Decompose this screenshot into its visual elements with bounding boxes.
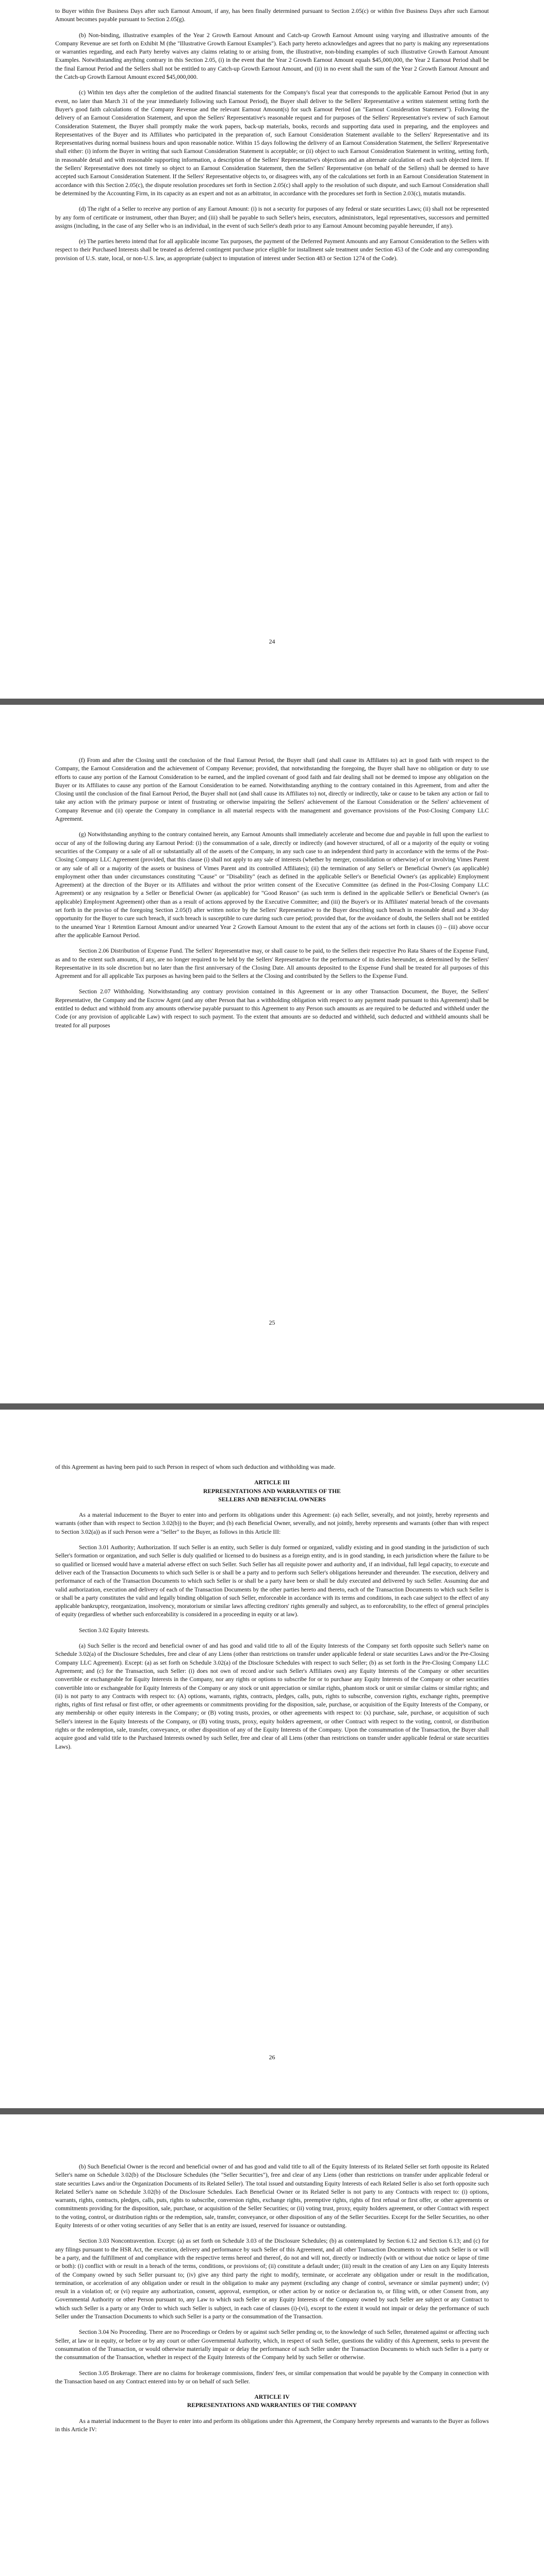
paragraph: Section 2.06 Distribution of Expense Fund. The Sellers' Representative may, or shall cause to be paid, to the Sellers their respective Pro Rata Shares of the Expense Fund, as and to the extent such amounts, if any, are no longer required to be held by the Sellers' Representative for the performance of its duties hereunder, as determined by the Sellers' Representative in its sole discretion but no later than the first anniversary of the Closing Date. All amounts deposited to the Expense Fund shall be treated for all purposes of this Agreement and for all applicable Tax purposes as having been paid to the Sellers at the Closing and contributed by the Sellers to the Expense Fund. xyxy=(55,947,489,980)
article-heading xyxy=(55,1479,489,1504)
paragraph: Section 3.03 Noncontravention. Except: (a) as set forth on Schedule 3.03 of the Disclosure Schedules; (b) as contemplated by Section 6.12 and Section 6.13; and (c) for any filings pursuant to the HSR Act, the execution, delivery and performance by such Seller of this Agreement, and all other Transaction Documents to which such Seller is or will be a party, and the fulfillment of and compliance with the respective terms hereof and thereof, do not and will not, directly or indirectly (with or without due notice or lapse of time or both): (i) conflict with or result in a breach of the terms, conditions, or provisions of; (ii) constitute a default under; (iii) result in the creation of any Lien on any Equity Interests of the Company owned by such Seller pursuant to; (iv) give any third party the right to modify, terminate, or accelerate any obligation under or result in the modification, termination, or acceleration of any obligation under or result in the obligation to make any payment (excluding any change of control, severance or similar payment) under; (v) result in a violation of; or (vi) require any authorization, consent, approval, exemption, or other action by or notice or declaration to, or filing with, or other Consent from, any Governmental Authority or other Person pursuant to, any Law to which such Seller or any Equity Interests of the Company owned by such Seller are subject or any Contract to which such Seller is a party or any Order to which such Seller is subject, in each case of clauses (i)-(vi), except to the extent it would not impair or delay the performance of such Seller under the Transaction Documents to which such Seller is a party or the consummation of the Transaction. xyxy=(55,2238,489,2320)
article-title: REPRESENTATIONS AND WARRANTIES OF THE COMPANY xyxy=(187,2402,357,2409)
paragraph: As a material inducement to the Buyer to enter into and perform its obligations under this Agreement, the Company hereby represents and warrants to the Buyer as follows in this Article IV: xyxy=(55,2417,489,2433)
article-number: ARTICLE IV xyxy=(254,2394,290,2401)
article-heading xyxy=(55,2393,489,2410)
article-title: REPRESENTATIONS AND WARRANTIES OF THE xyxy=(203,1487,341,1495)
paragraph: (b) Such Beneficial Owner is the record and beneficial owner of and has good and valid title to all of the Equity Interests of its Related Seller set forth opposite its Related Seller's name on Schedule 3.02(b) of the Disclosure Schedules (the "Seller Securities"), free and clear of any Liens (other than restrictions on transfer under applicable federal or state securities Laws and/or the Organization Documents of its Related Seller). The total issued and outstanding Equity Interests of each Related Seller is also set forth opposite such Related Seller's name on Schedule 3.02(b) of the Disclosure Schedules. Each Beneficial Owner or its Related Seller is not party to any Contracts with respect to: (i) options, warrants, rights, contracts, pledges, calls, puts, rights to subscribe, conversion rights, exchange rights, preemptive rights, rights of first refusal or first offer, or other agreements or commitments providing for the disposition, sale, purchase, or acquisition of the Seller Securities; or (ii) voting trust, proxy, equity holders agreement, or other Contract with respect to the voting, control, or distribution rights or the redemption, sale, transfer, conveyance, or other disposition of any of the Seller Securities. Except for the Seller Securities, no other Equity Interests of or other voting securities of any Seller that is an entity are issued, reserved for issuance or outstanding. xyxy=(55,2163,489,2229)
article-number: ARTICLE III xyxy=(254,1479,290,1486)
page-number: 25 xyxy=(269,1319,275,1326)
page-body xyxy=(55,1410,489,1751)
paragraph: Section 3.01 Authority; Authorization. If such Seller is an entity, such Seller is duly formed or organized, validly existing and in good standing in the jurisdiction of such Seller's formation or organization, and such Seller is duly qualified or licensed to do business as a foreign entity, and is in good standing, in each jurisdiction where the failure to be so qualified or licensed would have a material adverse effect on such Seller. Such Seller has all requisite power and authority and, if an individual, full legal capacity, to execute and deliver each of the Transaction Documents to which such Seller is or shall be a party and to perform such Seller's obligations hereunder and thereunder. The execution, delivery and performance of each of the Transaction Documents to which such Seller is or shall be a party have been or shall be duly executed and delivered by such Seller. Assuming due and valid authorization, execution and delivery of each of the Transaction Documents by the other parties hereto and thereto, each of the Transaction Documents to which such Seller is or shall be a party constitutes the valid and legally binding obligation of such Seller, enforceable in accordance with its terms and conditions, in each case subject to the effect of any applicable bankruptcy, reorganization, insolvency, moratorium or similar laws affecting creditors' rights generally and subject, as to enforceability, to the effect of general principles of equity (regardless of whether such enforceability is considered in a proceeding in equity or at law). xyxy=(55,1544,489,1618)
document-page-25 xyxy=(0,705,544,1403)
paragraph: (f) From and after the Closing until the conclusion of the final Earnout Period, the Buyer shall (and shall cause its Affiliates to) act in good faith with respect to the Company, the Earnout Consideration and the achievement of Company Revenue; provided, that notwithstanding the foregoing, the Buyer shall have no obligation or duty to use efforts to cause any portion of the Earnout Consideration to be earned, and the implied covenant of good faith and fair dealing shall not be deemed to impose any obligation on the Buyer or its Affiliates to cause any portion of the Earnout Consideration to be earned. Notwithstanding anything to the contrary contained in this Agreement, from and after the Closing until the conclusion of the final Earnout Period, the Buyer shall not (and shall cause its Affiliates to) not, directly or indirectly, take or cause to be taken any action or fail to take any action with the primary purpose or intent of frustrating or otherwise impairing the Sellers' achievement of the Earnout Consideration or the Sellers' achievement of Company Revenue and (ii) operate the Company in compliance in all material respects with the management and governance provisions of the Post-Closing Company LLC Agreement. xyxy=(55,757,489,823)
page-body xyxy=(55,2114,489,2434)
article-title-line-2: SELLERS AND BENEFICIAL OWNERS xyxy=(218,1496,326,1503)
paragraph: Section 3.02 Equity Interests. xyxy=(79,1626,150,1634)
paragraph: (e) The parties hereto intend that for all applicable income Tax purposes, the payment of the Deferred Payment Amounts and any Earnout Consideration to the Sellers with respect to their Purchased Interests shall be treated as deferred contingent purchase price eligible for installment sale treatment under Section 453 of the Code and any corresponding provision of U.S. state, local, or non-U.S. law, as appropriate (subject to imputation of interest under Section 483 or Section 1274 of the Code). xyxy=(55,238,489,262)
paragraph: Section 3.04 No Proceeding. There are no Proceedings or Orders by or against such Seller pending or, to the knowledge of such Seller, threatened against or affecting such Seller, at law or in equity, or before or by any court or other Governmental Authority, which, in respect of such Seller, questions the validity of this Agreement, seeks to prevent the consummation of the Transaction, or would otherwise materially impair or delay the performance of such Seller under the Transaction Documents to which such Seller is a party or the consummation of the Transaction, whether in respect of the Equity Interests of the Company held by such Seller or otherwise. xyxy=(55,2329,489,2361)
paragraph: (a) Such Seller is the record and beneficial owner of and has good and valid title to all of the Equity Interests of the Company set forth opposite such Seller's name on Schedule 3.02(a) of the Disclosure Schedules, free and clear of any Liens (other than restrictions on transfer under applicable federal or state securities Laws and/or the Pre-Closing Company LLC Agreement). Except: (a) as set forth on Schedule 3.02(a) of the Disclosure Schedules with respect to such Seller; (b) as set forth in the Pre-Closing Company LLC Agreement; and (c) for the Transaction, such Seller: (i) does not own of record and/or such Seller's Affiliates own) any Equity Interests of the Company or other securities convertible or exchangeable for Equity Interests in the Company, nor any rights or options to subscribe for or to purchase any Equity Interests of the Company or other securities convertible into or exchangeable for Equity Interests of the Company or any stock or unit appreciation or similar rights, phantom stock or unit or similar claims or similar rights; and (ii) is not party to any Contracts with respect to: (A) options, warrants, rights, contracts, pledges, calls, puts, rights to subscribe, conversion rights, exchange rights, preemptive rights, rights of first refusal or first offer, or other agreements or commitments providing for the disposition, sale, purchase, or acquisition of the Equity Interests of the Company, or any membership or other equity interests in the Company; or (B) voting trusts, proxies, or other agreements with respect to: (x) purchase, sale, purchase, or acquisition of such Seller's interest in the Equity Interests of the Company, or (B) voting trusts, proxy, equity holders agreement, or other Contract with respect to the voting, control, or distribution rights or the redemption, sale, transfer, conveyance, or other disposition of any of the Equity Interests of the Company. Upon the consummation of the Transaction, the Buyer shall acquire good and valid title to the Purchased Interests owned by such Seller, free and clear of all Liens (other than restrictions on transfer under applicable federal or state securities Laws). xyxy=(55,1642,489,1750)
document-page-27 xyxy=(0,2114,544,2576)
paragraph: (c) Within ten days after the completion of the audited financial statements for the Company's fiscal year that corresponds to the applicable Earnout Period (but in any event, no later than March 31 of the year immediately following such Earnout Period), the Buyer shall deliver to the Sellers' Representative a written statement setting forth the Buyer's good faith calculations of the Company Revenue and the relevant Earnout Amount(s) for such Earnout Period (an "Earnout Consideration Statement"). Following the delivery of an Earnout Consideration Statement, and upon the Sellers' Representative's reasonable request and for purposes of the Sellers' Representative's review of such Earnout Consideration Statement, the Buyer shall promptly make the work papers, back-up materials, books, records and supporting data used in preparing, and the employees and Representatives of the Buyer and its Affiliates who participated in the preparation of, such Earnout Consideration Statement available to the Sellers' Representative and its Representatives during normal business hours and upon reasonable notice. Within 15 days following the delivery of an Earnout Consideration Statement, the Sellers' Representative shall either: (i) inform the Buyer in writing that such Earnout Consideration Statement is acceptable; or (ii) object to such Earnout Consideration Statement in writing, setting forth, in reasonable detail and with reasonable supporting information, a description of the Sellers' Representative's objections and an alternate calculation of each such objected item. If the Sellers' Representative does not timely so object to an Earnout Consideration Statement, then the Sellers' Representative (on behalf of the Sellers) shall be deemed to have accepted such Earnout Consideration Statement. If the Sellers' Representative objects to, or disagrees with, any of the calculations set forth in an Earnout Consideration Statement in accordance with this Section 2.05(c), the dispute resolution procedures set forth in Section 2.05(c) shall apply to the resolution of such dispute, and such Earnout Consideration shall be determined by the Accounting Firm, in its capacity as an expert and not as an arbitrator, in accordance with the procedures set forth in Section 2.03(c), mutatis mutandis. xyxy=(55,89,489,197)
page-number: 26 xyxy=(269,2054,275,2061)
document-page-24 xyxy=(0,0,544,699)
page-body xyxy=(55,0,489,263)
paragraph: (b) Non-binding, illustrative examples of the Year 2 Growth Earnout Amount and Catch-up Growth Earnout Amount using varying and illustrative amounts of the Company Revenue are set forth on Exhibit M (the "Illustrative Growth Earnout Examples"). Each party hereto acknowledges and agrees that no party is making any representations or warranties regarding, and each Party hereby waives any claims relating to or arising from, the illustrative, non-binding examples of such illustrative Growth Earnout Amount Examples. Notwithstanding anything contrary in this Section 2.05, (i) in the event that the Year 2 Growth Earnout Amount equals $45,000,000, the Year 2 Earnout Period shall be the final Earnout Period and the Sellers shall not be entitled to any Catch-up Growth Earnout Amount, and (ii) in no event shall the sum of the Year 2 Growth Earnout Amount and the Catch-up Growth Earnout Amount exceed $45,000,000. xyxy=(55,31,489,81)
document-page-26 xyxy=(0,1410,544,2108)
page-number: 24 xyxy=(269,638,275,645)
paragraph: (g) Notwithstanding anything to the contrary contained herein, any Earnout Amounts shall immediately accelerate and become due and payable in full upon the earliest to occur of any of the following during any Earnout Period: (i) the consummation of a sale, directly or indirectly (and however structured, of all or a majority of the equity or voting securities of the Company or a sale of all or substantially all of the assets of the Company, in any such case to an independent third party in accordance with the terms of the Post-Closing Company LLC Agreement (provided, that this clause (i) shall not apply to any sale of interests (whether by merger, consolidation or otherwise) of or involving Vimes Parent or any sale of all or a majority of the assets or business of Vimes Parent and its controlled Affiliates); (ii) the termination of any Seller's or Beneficial Owner's (as applicable) employment other than under circumstances constituting "Cause" or "Disability" (each as defined in the applicable Seller's or Beneficial Owner's (as applicable) Employment Agreement) at the direction of the Buyer or its Affiliates and without the prior written consent of the Executive Committee (as defined in the Post-Closing Company LLC Agreement) or any resignation by a Seller or Beneficial Owner (as applicable) for "Good Reason" (as such term is defined in the applicable Seller's or Beneficial Owner's (as applicable) Employment Agreement) other than as a result of actions approved by the Executive Committee; and (iii) the Buyer's or its Affiliates' material breach of the covenants set forth in the proviso of the foregoing Section 2.05(f) after written notice by the Sellers' Representative to the Buyer describing such breach in reasonable detail and a 30-day opportunity for the Buyer to cure such breach, if such breach is susceptible to cure during such cure period; provided that, for the avoidance of doubt, the Sellers shall not be entitled to the unearned Year 1 Retention Earnout Amount and/or unearned Year 2 Growth Earnout Amount to the extent that any of the actions set forth in clauses (i) – (iii) above occur after the applicable Earnout Period. xyxy=(55,831,489,939)
paragraph: As a material inducement to the Buyer to enter into and perform its obligations under this Agreement: (a) each Seller, severally, and not jointly, hereby represents and warrants (other than with respect to Section 3.02(b)) to the Buyer; and (b) each Beneficial Owner, severally, and not jointly, hereby represents and warrants (other than with respect to Section 3.02(a)) as if such Person were a "Seller" to the Buyer, as follows in this Article III: xyxy=(55,1512,489,1535)
paragraph: (d) The right of a Seller to receive any portion of any Earnout Amount: (i) is not a security for purposes of any federal or state securities Laws; (ii) shall not be represented by any form of certificate or instrument, other than Buyer; and (iii) shall be payable to such Seller's heirs, executors, administrators, legal representatives, successors and permitted assigns (including, in the case of any Seller who is an individual, in the event of such Seller's death prior to any Earnout Amount becoming payable hereunder, if any). xyxy=(55,206,489,229)
paragraph: Section 3.05 Brokerage. There are no claims for brokerage commissions, finders' fees, or similar compensation that would be payable by the Company in connection with the Transaction based on any Contract entered into by or on behalf of such Seller. xyxy=(55,2369,489,2385)
paragraph: to Buyer within five Business Days after such Earnout Amount, if any, has been finally determined pursuant to Section 2.05(c) or within five Business Days after such Earnout Amount becomes payable pursuant to Section 2.05(g). xyxy=(55,8,489,23)
page-body xyxy=(55,705,489,1030)
paragraph: Section 2.07 Withholding. Notwithstanding any contrary provision contained in this Agreement or in any other Transaction Document, the Buyer, the Sellers' Representative, the Company and the Escrow Agent (and any other Person that has a withholding obligation with respect to any payment made pursuant to this Agreement) shall be entitled to deduct and withhold from any amounts otherwise payable pursuant to this Agreement to any Person such amounts as are required to be deducted and withheld under the Code (or any provision of applicable Law) with respect to such payment. To the extent that amounts are so deducted and withheld, such deducted and withheld amounts shall be treated for all purposes xyxy=(55,988,489,1029)
paragraph: of this Agreement as having been paid to such Person in respect of whom such deduction and withholding was made. xyxy=(55,1464,336,1470)
